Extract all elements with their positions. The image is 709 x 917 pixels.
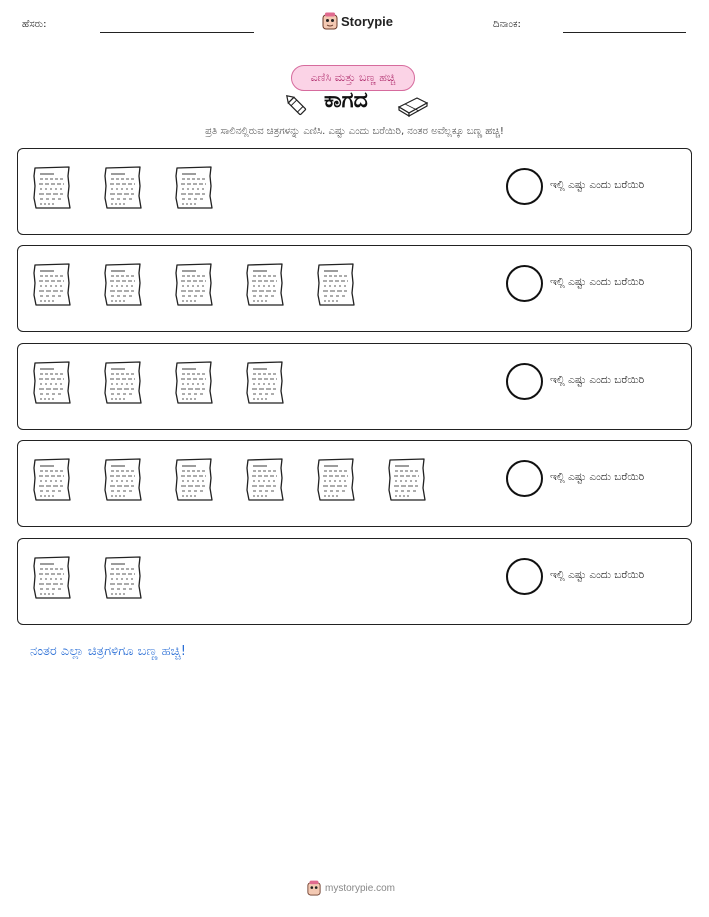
paper-sheet-icon	[174, 361, 214, 409]
answer-label: ಇಲ್ಲಿ ಎಷ್ಟು ಎಂದು ಬರೆಯಿರಿ	[550, 276, 645, 288]
answer-circle[interactable]	[506, 168, 543, 205]
date-label: ದಿನಾಂಕ:	[493, 19, 521, 30]
paper-sheet-icon	[103, 556, 143, 604]
paper-sheet-icon	[245, 263, 285, 311]
crayon-icon	[283, 92, 309, 118]
paper-sheet-icon	[103, 166, 143, 214]
storypie-logo-icon	[307, 880, 321, 896]
paper-sheet-icon	[174, 458, 214, 506]
count-row-3	[17, 343, 692, 430]
paper-sheet-icon	[32, 361, 72, 409]
paper-sheet-icon	[103, 263, 143, 311]
paper-sheet-icon	[103, 361, 143, 409]
paper-sheet-icon	[387, 458, 427, 506]
site-url: mystorypie.com	[325, 882, 396, 894]
count-row-4	[17, 440, 692, 527]
answer-label: ಇಲ್ಲಿ ಎಷ್ಟು ಎಂದು ಬರೆಯಿರಿ	[550, 471, 645, 483]
footer-note: ನಂತರ ಎಲ್ಲಾ ಚಿತ್ರಗಳಿಗೂ ಬಣ್ಣ ಹಚ್ಚಿ!	[30, 644, 186, 659]
paper-sheet-icon	[316, 263, 356, 311]
answer-circle[interactable]	[506, 460, 543, 497]
brand-name: Storypie	[341, 13, 394, 29]
paper-sheet-icon	[32, 263, 72, 311]
brand-header	[322, 12, 393, 30]
activity-badge: ಎಣಿಸಿ ಮತ್ತು ಬಣ್ಣ ಹಚ್ಚಿ	[291, 65, 415, 91]
paper-sheet-icon	[174, 166, 214, 214]
paper-sheet-icon	[32, 556, 72, 604]
storypie-logo-icon	[322, 12, 338, 30]
page-title: ಕಾಗದ	[324, 88, 368, 113]
paper-sheet-icon	[32, 458, 72, 506]
answer-label: ಇಲ್ಲಿ ಎಷ್ಟು ಎಂದು ಬರೆಯಿರಿ	[550, 179, 645, 191]
answer-label: ಇಲ್ಲಿ ಎಷ್ಟು ಎಂದು ಬರೆಯಿರಿ	[550, 569, 645, 581]
answer-circle[interactable]	[506, 558, 543, 595]
site-footer	[307, 880, 395, 896]
eraser-icon	[397, 95, 429, 117]
answer-label: ಇಲ್ಲಿ ಎಷ್ಟು ಎಂದು ಬರೆಯಿರಿ	[550, 374, 645, 386]
paper-sheet-icon	[32, 166, 72, 214]
paper-sheet-icon	[245, 458, 285, 506]
count-row-1	[17, 148, 692, 235]
paper-sheet-icon	[103, 458, 143, 506]
paper-sheet-icon	[245, 361, 285, 409]
name-label: ಹೆಸರು:	[22, 19, 47, 30]
date-field[interactable]	[563, 32, 686, 33]
paper-sheet-icon	[316, 458, 356, 506]
answer-circle[interactable]	[506, 265, 543, 302]
count-row-2	[17, 245, 692, 332]
paper-sheet-icon	[174, 263, 214, 311]
instructions: ಪ್ರತಿ ಸಾಲಿನಲ್ಲಿರುವ ಚಿತ್ರಗಳನ್ನು ಎಣಿಸಿ. ಎಷ್ಟು ಎಂದು ಬರೆಯಿರಿ, ನಂತರ ಅವೆಲ್ಲಕ್ಕೂ ಬಣ್ಣ ಹಚ್ಚಿ!	[205, 126, 504, 137]
count-row-5	[17, 538, 692, 625]
answer-circle[interactable]	[506, 363, 543, 400]
name-field[interactable]	[100, 32, 254, 33]
